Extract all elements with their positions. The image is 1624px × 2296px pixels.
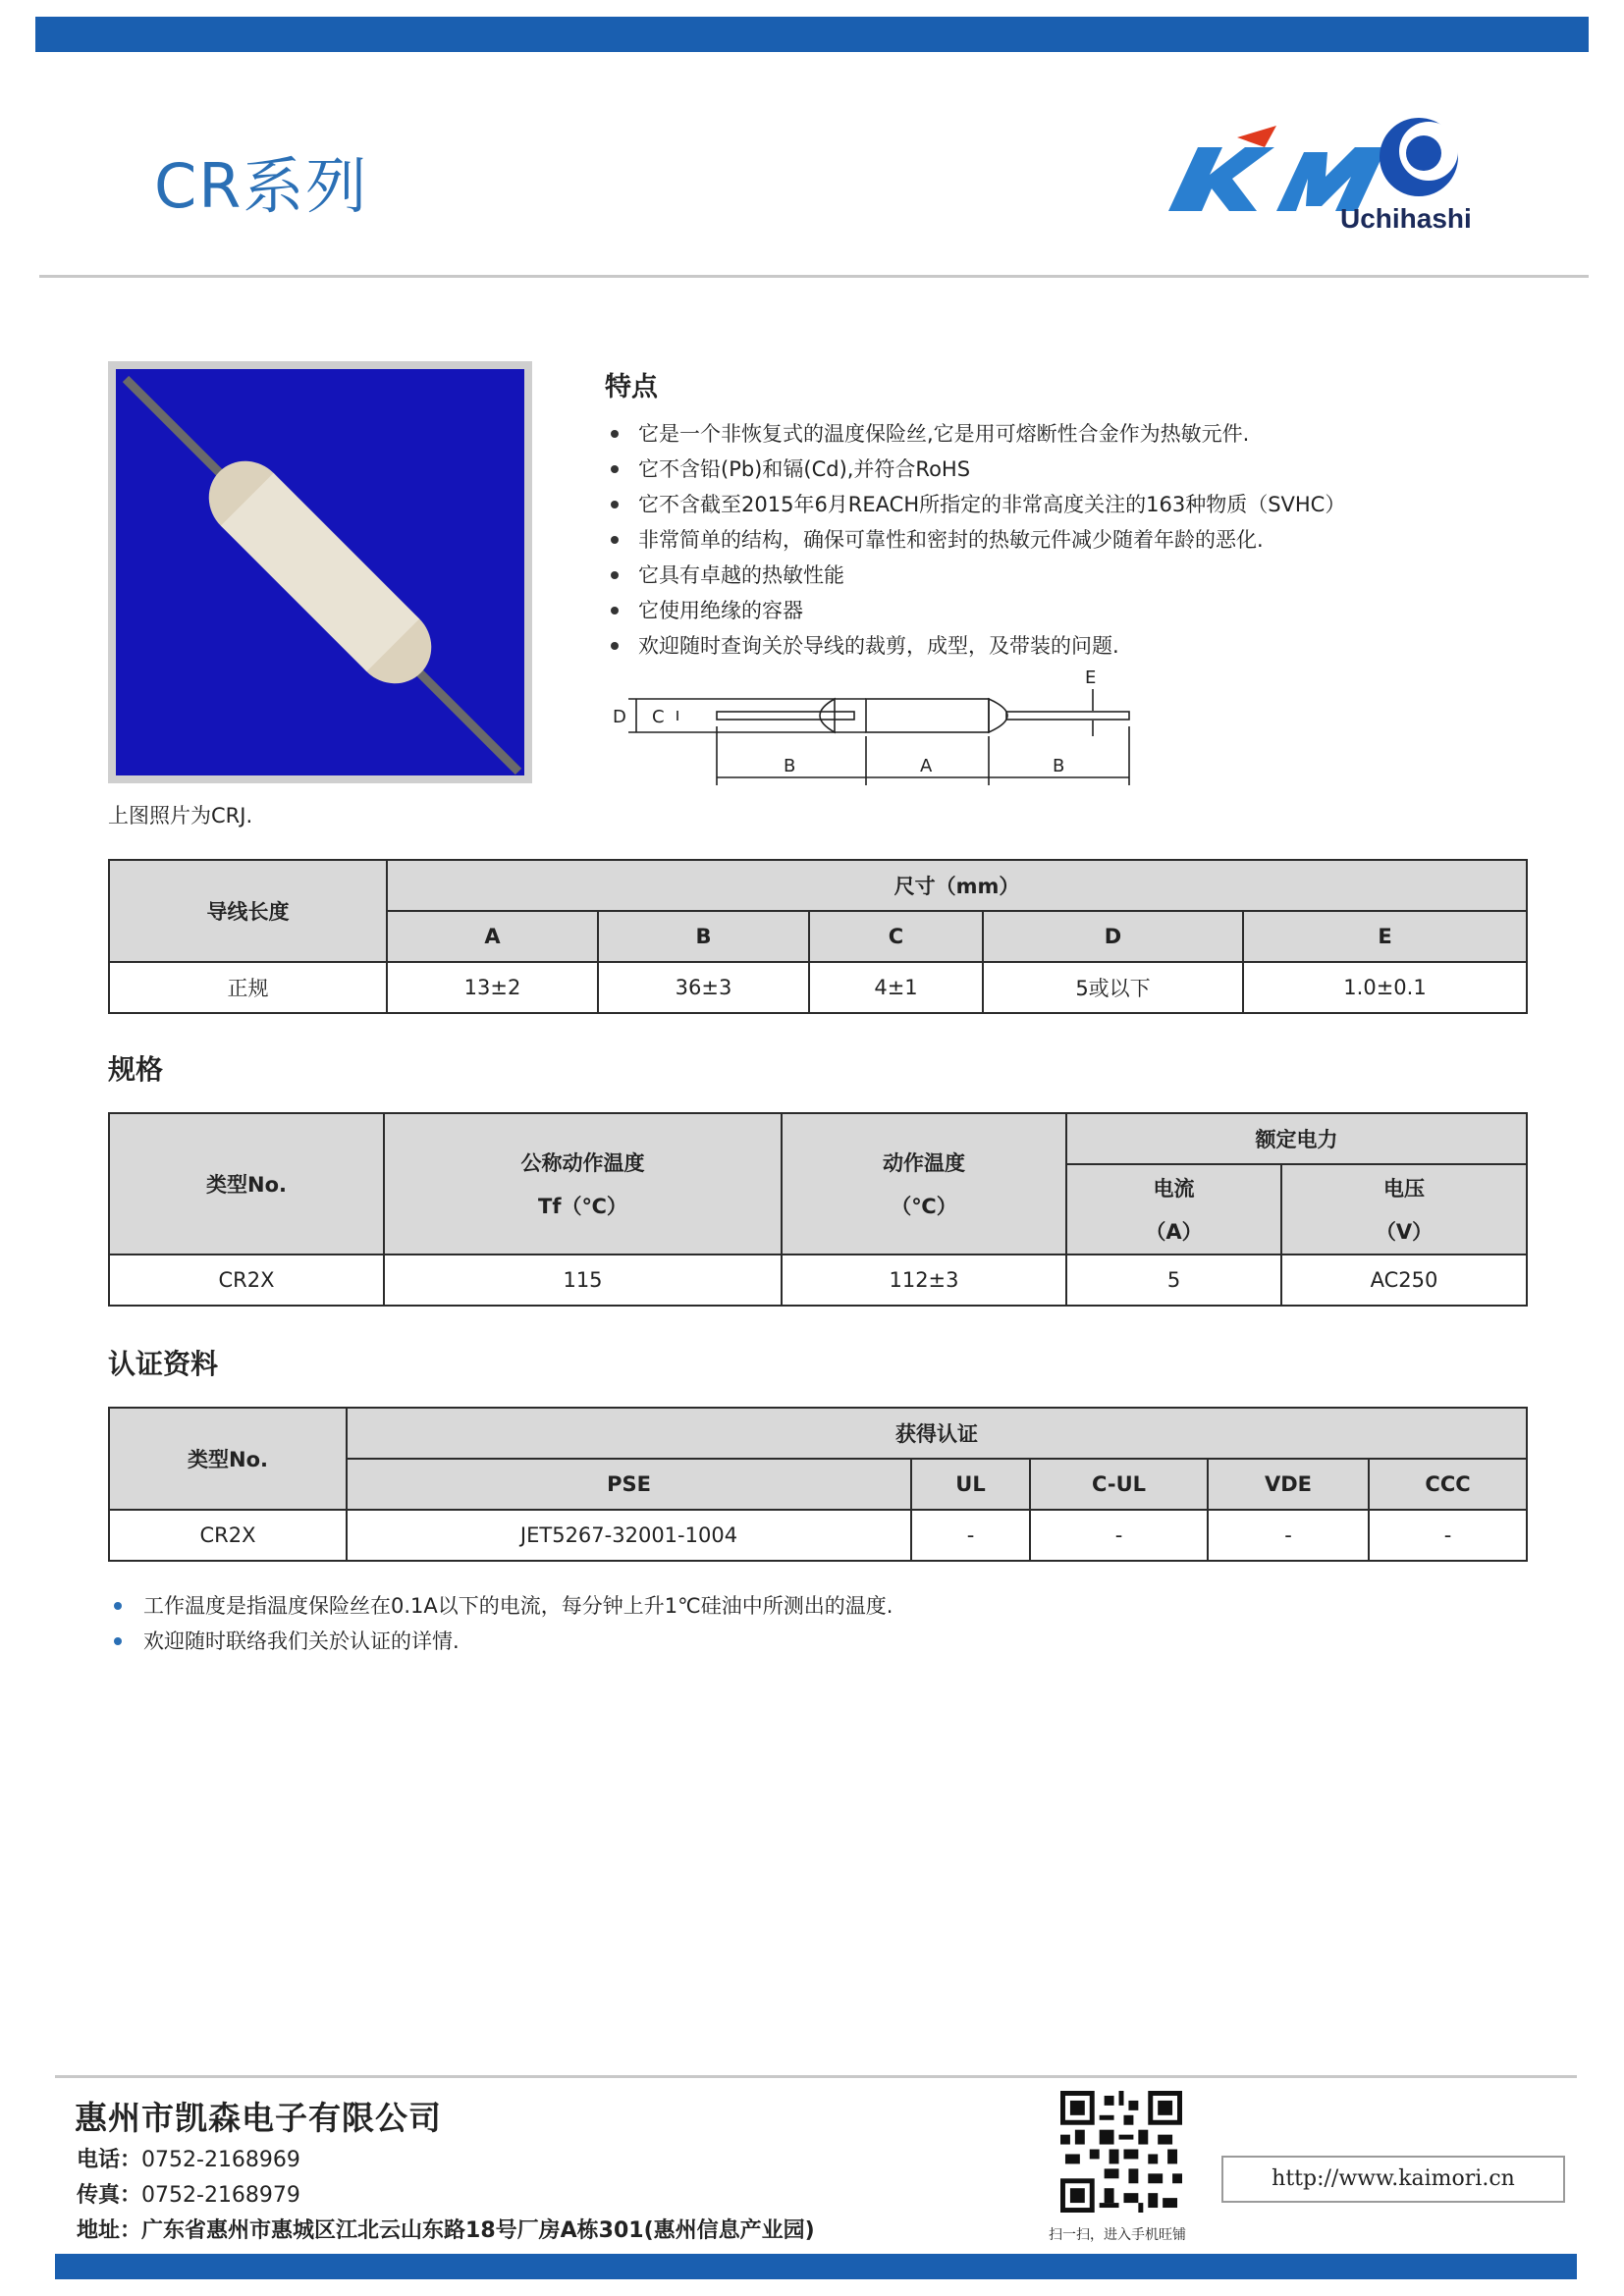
col-header-b: B <box>598 911 809 962</box>
op-temp-header <box>782 1113 1066 1255</box>
series-title: CR系列 <box>154 150 369 222</box>
table-cell: AC250 <box>1281 1255 1527 1306</box>
km-logo-mark <box>1168 126 1386 211</box>
col-header-d: D <box>983 911 1243 962</box>
col-header-vde: VDE <box>1208 1459 1369 1510</box>
table-row <box>109 1255 1527 1306</box>
list-item: 它不含铅(Pb)和镉(Cd),并符合RoHS <box>609 452 1345 487</box>
qr-caption: 扫一扫，进入手机旺铺 <box>1049 2227 1186 2243</box>
phone-value: 0752-2168969 <box>141 2148 300 2172</box>
notes-list <box>110 1588 893 1659</box>
row-type-cell: 正规 <box>109 962 387 1013</box>
table-cell: 5或以下 <box>983 962 1243 1013</box>
dim-label-c: C <box>652 707 665 727</box>
table-cell: 13±2 <box>387 962 598 1013</box>
dim-label-b-right: B <box>1053 756 1065 776</box>
certs-title: 认证资料 <box>108 1348 219 1380</box>
address-line <box>77 2214 815 2244</box>
table-cell: 4±1 <box>809 962 983 1013</box>
size-header: 尺寸（mm） <box>387 860 1527 911</box>
specs-table <box>108 1112 1528 1307</box>
voltage-unit: （V） <box>1375 1220 1434 1244</box>
voltage-header <box>1281 1164 1527 1255</box>
fax-line <box>77 2178 300 2209</box>
op-temp-unit: （℃） <box>891 1195 957 1218</box>
current-unit: （A） <box>1145 1220 1203 1244</box>
product-photo <box>116 369 524 775</box>
table-cell: 5 <box>1066 1255 1281 1306</box>
dim-label-b-left: B <box>784 756 796 776</box>
list-item: 非常简单的结构，确保可靠性和密封的热敏元件减少随着年龄的恶化. <box>609 522 1345 558</box>
address-value: 广东省惠州市惠城区江北云山东路18号厂房A栋301(惠州信息产业园) <box>141 2218 815 2243</box>
table-cell: - <box>1208 1510 1369 1561</box>
nominal-temp-label: 公称动作温度 <box>520 1151 645 1175</box>
table-cell: - <box>1369 1510 1527 1561</box>
type-header: 类型No. <box>109 1408 347 1510</box>
dim-label-e: E <box>1085 667 1097 688</box>
table-cell: - <box>911 1510 1030 1561</box>
footer-divider <box>55 2075 1577 2078</box>
list-item: 它具有卓越的热敏性能 <box>609 558 1345 593</box>
top-bar <box>35 17 1589 52</box>
qr-code[interactable] <box>1060 2091 1182 2213</box>
list-item: 欢迎随时查询关於导线的裁剪，成型，及带装的问题. <box>609 628 1345 664</box>
table-cell: 115 <box>384 1255 782 1306</box>
list-item: 欢迎随时联络我们关於认证的详情. <box>110 1624 893 1659</box>
brand-logo <box>1129 108 1473 236</box>
col-header-e: E <box>1243 911 1527 962</box>
phone-label: 电话： <box>77 2148 142 2172</box>
table-cell: JET5267-32001-1004 <box>347 1510 911 1561</box>
table-row <box>109 1510 1527 1561</box>
col-header-ccc: CCC <box>1369 1459 1527 1510</box>
row-type-cell: CR2X <box>109 1510 347 1561</box>
op-temp-label: 动作温度 <box>883 1151 965 1175</box>
rated-header: 额定电力 <box>1066 1113 1527 1164</box>
website-link[interactable]: http://www.kaimori.cn <box>1221 2156 1565 2203</box>
features-list <box>609 416 1345 664</box>
nominal-temp-header <box>384 1113 782 1255</box>
obtained-header: 获得认证 <box>347 1408 1527 1459</box>
list-item: 它是一个非恢复式的温度保险丝,它是用可熔断性合金作为热敏元件. <box>609 416 1345 452</box>
address-label: 地址： <box>77 2218 142 2243</box>
col-header-a: A <box>387 911 598 962</box>
product-photo-frame <box>108 361 532 783</box>
col-header-pse: PSE <box>347 1459 911 1510</box>
table-cell: 112±3 <box>782 1255 1066 1306</box>
bottom-bar <box>55 2254 1577 2279</box>
list-item: 它使用绝缘的容器 <box>609 593 1345 628</box>
type-header: 类型No. <box>109 1113 384 1255</box>
current-header <box>1066 1164 1281 1255</box>
table-cell: - <box>1030 1510 1208 1561</box>
dim-label-a: A <box>920 756 933 776</box>
list-item: 它不含截至2015年6月REACH所指定的非常高度关注的163种物质（SVHC） <box>609 487 1345 522</box>
uchihashi-logo-mark <box>1380 118 1458 196</box>
dimension-diagram <box>609 667 1139 785</box>
table-cell: 36±3 <box>598 962 809 1013</box>
dimensions-table <box>108 859 1528 1014</box>
fax-value: 0752-2168979 <box>141 2183 300 2208</box>
phone-line <box>77 2143 300 2173</box>
certs-table <box>108 1407 1528 1562</box>
table-cell: 1.0±0.1 <box>1243 962 1527 1013</box>
col-header-c: C <box>809 911 983 962</box>
voltage-label: 电压 <box>1383 1177 1425 1201</box>
header-divider <box>39 275 1589 278</box>
col-header-c-ul: C-UL <box>1030 1459 1208 1510</box>
photo-caption: 上图照片为CRJ. <box>108 804 253 828</box>
nominal-temp-unit: Tf（℃） <box>538 1195 627 1218</box>
company-name: 惠州市凯森电子有限公司 <box>75 2099 442 2137</box>
lead-length-header: 导线长度 <box>109 860 387 962</box>
fuse-illustration <box>116 369 524 775</box>
list-item: 工作温度是指温度保险丝在0.1A以下的电流，每分钟上升1℃硅油中所测出的温度. <box>110 1588 893 1624</box>
dim-label-d: D <box>613 707 626 727</box>
table-row <box>109 962 1527 1013</box>
uchihashi-wordmark: Uchihashi <box>1340 203 1472 234</box>
specs-title: 规格 <box>108 1053 164 1086</box>
col-header-ul: UL <box>911 1459 1030 1510</box>
row-type-cell: CR2X <box>109 1255 384 1306</box>
current-label: 电流 <box>1153 1177 1195 1201</box>
features-title: 特点 <box>605 372 658 402</box>
fax-label: 传真： <box>77 2183 142 2208</box>
